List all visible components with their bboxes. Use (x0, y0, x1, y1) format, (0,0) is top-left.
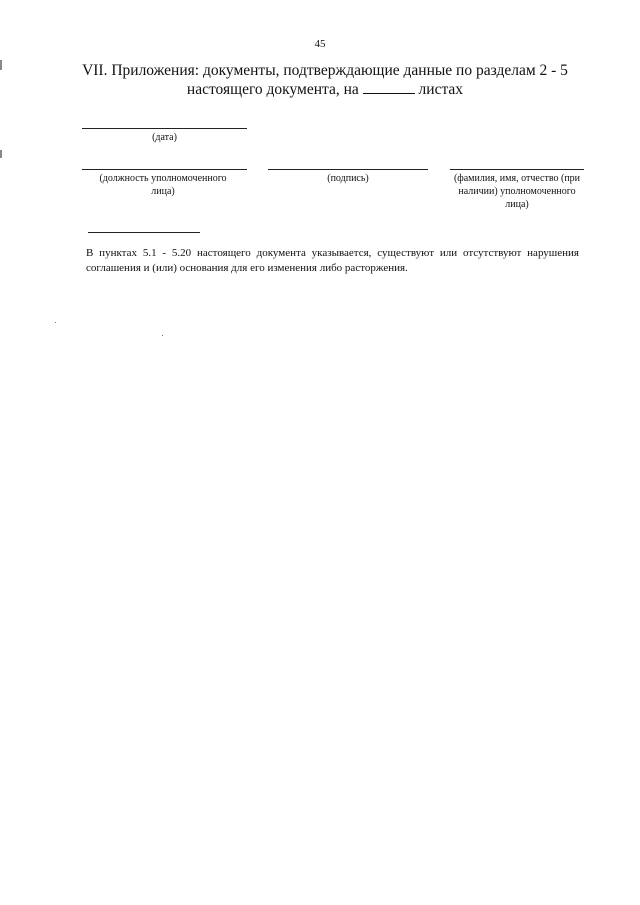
date-line (82, 128, 247, 129)
scan-edge-mark (0, 60, 2, 70)
sheets-count-blank (363, 80, 415, 94)
signature-caption: (подпись) (327, 173, 369, 184)
footnote-separator (88, 232, 200, 233)
scan-speck (55, 322, 56, 323)
full-name-caption: (фамилия, имя, отчество (при наличии) уполномоченного лица) (453, 173, 581, 210)
heading-text: VII. Приложения: документы, подтверждающие данные по разделам 2 - 5 настоящего документа, на (82, 62, 568, 98)
position-caption: (должность уполномоченного лица) (99, 173, 227, 197)
page-number: 45 (314, 38, 326, 50)
position-line (82, 169, 247, 170)
heading-suffix: листах (414, 81, 464, 98)
footnote-text: В пунктах 5.1 - 5.20 настоящего документа указывается, существуют или отсутствуют нарушения соглашения и (или) основания для его изменения либо расторжения. (86, 247, 579, 274)
scan-edge-mark (0, 150, 2, 158)
scan-speck (162, 335, 163, 336)
date-caption: (дата) (152, 132, 177, 143)
signature-line (268, 169, 428, 170)
section-heading (60, 62, 590, 99)
full-name-line (450, 169, 584, 170)
